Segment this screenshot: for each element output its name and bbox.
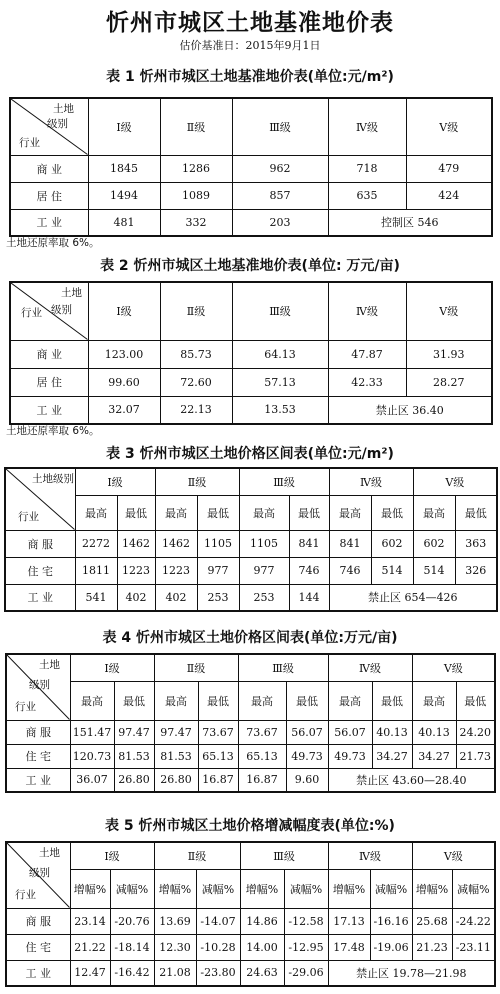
table-cell: 81.53 xyxy=(114,744,154,768)
row-label: 商 服 xyxy=(6,720,70,744)
corner-industry-label: 行业 xyxy=(18,511,39,523)
table-cell: 28.27 xyxy=(406,368,492,396)
table-cell: 47.87 xyxy=(328,340,406,368)
sub-header: 增幅% xyxy=(70,869,110,908)
table-cell: 402 xyxy=(155,584,197,611)
table-cell: -20.76 xyxy=(110,908,154,934)
table-cell: 81.53 xyxy=(154,744,198,768)
corner-cell xyxy=(5,468,75,530)
table-header-row xyxy=(10,98,492,155)
merged-cell: 禁止区 43.60—28.40 xyxy=(328,768,495,792)
table-cell: -18.14 xyxy=(110,934,154,960)
level-header: Ⅱ级 xyxy=(154,842,240,869)
table-cell: 21.22 xyxy=(70,934,110,960)
table-cell: 123.00 xyxy=(88,340,160,368)
table-cell: 34.27 xyxy=(372,744,412,768)
level-header: Ⅲ级 xyxy=(232,98,328,155)
table-cell: -19.06 xyxy=(370,934,412,960)
table-cell: 16.87 xyxy=(198,768,238,792)
corner-industry-label: 行业 xyxy=(15,701,36,713)
table-cell: -16.16 xyxy=(370,908,412,934)
table-header-row xyxy=(6,654,495,681)
merged-cell: 禁止区 36.40 xyxy=(328,396,492,424)
sub-header: 最低 xyxy=(372,681,412,720)
table-cell: 21.73 xyxy=(456,744,495,768)
table-cell: 1223 xyxy=(155,557,197,584)
table-cell: 332 xyxy=(160,209,232,236)
table-cell: 85.73 xyxy=(160,340,232,368)
table-cell: 1811 xyxy=(75,557,117,584)
table2-note: 土地还原率取 6%。 xyxy=(6,425,100,437)
sub-header: 减幅% xyxy=(284,869,328,908)
table2 xyxy=(9,281,493,425)
level-header: Ⅲ级 xyxy=(239,468,329,495)
level-header: Ⅱ级 xyxy=(160,98,232,155)
table-cell: 49.73 xyxy=(328,744,372,768)
table-cell: 1223 xyxy=(117,557,155,584)
table-cell: 73.67 xyxy=(198,720,238,744)
corner-cell xyxy=(6,842,70,908)
table-cell: -12.58 xyxy=(284,908,328,934)
table-cell: -12.95 xyxy=(284,934,328,960)
level-header: Ⅴ级 xyxy=(406,282,492,340)
table-cell: 120.73 xyxy=(70,744,114,768)
sub-header: 最高 xyxy=(328,681,372,720)
table-cell: 841 xyxy=(289,530,329,557)
table1 xyxy=(9,97,493,237)
level-header: Ⅳ级 xyxy=(328,842,412,869)
row-label: 住 宅 xyxy=(6,744,70,768)
table-cell: 144 xyxy=(289,584,329,611)
table-row xyxy=(10,182,492,209)
sub-header: 减幅% xyxy=(110,869,154,908)
table-cell: 42.33 xyxy=(328,368,406,396)
table-cell: 23.14 xyxy=(70,908,110,934)
row-label: 住 宅 xyxy=(5,557,75,584)
table-cell: 962 xyxy=(232,155,328,182)
corner-industry-label: 行业 xyxy=(21,307,42,319)
table-cell: 16.87 xyxy=(238,768,286,792)
table-cell: 977 xyxy=(197,557,239,584)
table-cell: 424 xyxy=(406,182,492,209)
row-label: 商 业 xyxy=(10,340,88,368)
table-cell: 21.23 xyxy=(412,934,452,960)
row-label: 居 住 xyxy=(10,182,88,209)
table1-title: 表 1 忻州市城区土地基准地价表(单位:元/m²) xyxy=(106,69,394,85)
level-header: Ⅱ级 xyxy=(154,654,238,681)
level-header: Ⅲ级 xyxy=(232,282,328,340)
table-row xyxy=(10,155,492,182)
table-cell: 57.13 xyxy=(232,368,328,396)
level-header: Ⅰ级 xyxy=(88,98,160,155)
sub-header: 减幅% xyxy=(196,869,240,908)
level-header: Ⅰ级 xyxy=(70,654,154,681)
sub-header: 减幅% xyxy=(452,869,495,908)
corner-industry-label: 行业 xyxy=(19,137,40,149)
table-header-row xyxy=(10,282,492,340)
table-cell: -16.42 xyxy=(110,960,154,986)
table-subheader-row xyxy=(6,681,495,720)
level-header: Ⅰ级 xyxy=(88,282,160,340)
sub-header: 最低 xyxy=(197,495,239,530)
row-label: 住 宅 xyxy=(6,934,70,960)
table-cell: 56.07 xyxy=(328,720,372,744)
level-header: Ⅴ级 xyxy=(412,842,495,869)
row-label: 工 业 xyxy=(10,396,88,424)
table-cell: 602 xyxy=(413,530,455,557)
table-subheader-row xyxy=(5,495,497,530)
sub-header: 最高 xyxy=(412,681,456,720)
table-cell: -29.06 xyxy=(284,960,328,986)
table-row xyxy=(10,340,492,368)
table-row xyxy=(6,720,495,744)
table5-title: 表 5 忻州市城区土地价格增减幅度表(单位:%) xyxy=(105,818,395,834)
sub-header: 最高 xyxy=(154,681,198,720)
sub-header: 最高 xyxy=(413,495,455,530)
corner-level-label: 级别 xyxy=(29,867,50,879)
sub-header: 增幅% xyxy=(154,869,196,908)
table-cell: 65.13 xyxy=(238,744,286,768)
table3-title: 表 3 忻州市城区土地价格区间表(单位:元/m²) xyxy=(106,446,394,462)
level-header: Ⅴ级 xyxy=(406,98,492,155)
sub-header: 最低 xyxy=(371,495,413,530)
table-cell: 72.60 xyxy=(160,368,232,396)
sub-header: 最低 xyxy=(289,495,329,530)
table-cell: 326 xyxy=(455,557,497,584)
sub-header: 增幅% xyxy=(412,869,452,908)
corner-land-label: 土地 xyxy=(53,103,74,115)
table-cell: 746 xyxy=(289,557,329,584)
table-cell: 203 xyxy=(232,209,328,236)
level-header: Ⅰ级 xyxy=(70,842,154,869)
level-header: Ⅱ级 xyxy=(160,282,232,340)
row-label: 商 业 xyxy=(10,155,88,182)
table-row xyxy=(6,768,495,792)
table-cell: 635 xyxy=(328,182,406,209)
sub-header: 最高 xyxy=(70,681,114,720)
table-cell: 24.63 xyxy=(240,960,284,986)
sub-header: 最高 xyxy=(155,495,197,530)
table-header-row xyxy=(6,842,495,869)
sub-header: 减幅% xyxy=(370,869,412,908)
table-cell: 26.80 xyxy=(114,768,154,792)
sub-header: 增幅% xyxy=(240,869,284,908)
level-header: Ⅴ级 xyxy=(413,468,497,495)
sub-header: 最高 xyxy=(329,495,371,530)
table-row xyxy=(5,584,497,611)
table-cell: 1494 xyxy=(88,182,160,209)
corner-cell xyxy=(6,654,70,720)
row-label: 工 业 xyxy=(5,584,75,611)
level-header: Ⅰ级 xyxy=(75,468,155,495)
corner-land-label: 土地 xyxy=(39,659,60,671)
level-header: Ⅳ级 xyxy=(328,282,406,340)
table-row xyxy=(6,744,495,768)
merged-cell: 禁止区 19.78—21.98 xyxy=(328,960,495,986)
corner-land-label: 土地级别 xyxy=(32,473,74,485)
table-row xyxy=(10,209,492,236)
table-cell: 73.67 xyxy=(238,720,286,744)
corner-land-label: 土地 xyxy=(39,847,60,859)
sub-header: 增幅% xyxy=(328,869,370,908)
table-cell: 1089 xyxy=(160,182,232,209)
level-header: Ⅳ级 xyxy=(328,654,412,681)
table-cell: 541 xyxy=(75,584,117,611)
main-title: 忻州市城区土地基准地价表 xyxy=(106,9,394,36)
table-row xyxy=(6,908,495,934)
sub-header: 最低 xyxy=(198,681,238,720)
table-cell: 65.13 xyxy=(198,744,238,768)
level-header: Ⅲ级 xyxy=(240,842,328,869)
table-cell: 857 xyxy=(232,182,328,209)
corner-cell xyxy=(10,98,88,155)
table-cell: 363 xyxy=(455,530,497,557)
table-cell: 514 xyxy=(371,557,413,584)
table-row xyxy=(6,934,495,960)
table-header-row xyxy=(5,468,497,495)
table-cell: 36.07 xyxy=(70,768,114,792)
table3 xyxy=(4,467,498,612)
table-cell: 25.68 xyxy=(412,908,452,934)
table-cell: 9.60 xyxy=(286,768,328,792)
table-cell: 2272 xyxy=(75,530,117,557)
level-header: Ⅳ级 xyxy=(329,468,413,495)
corner-level-label: 级别 xyxy=(29,679,50,691)
merged-cell: 控制区 546 xyxy=(328,209,492,236)
valuation-date: 估价基准日：2015年9月1日 xyxy=(179,39,321,52)
table-cell: -24.22 xyxy=(452,908,495,934)
row-label: 商 服 xyxy=(6,908,70,934)
sub-header: 最低 xyxy=(117,495,155,530)
row-label: 工 业 xyxy=(6,960,70,986)
table-cell: 402 xyxy=(117,584,155,611)
table-cell: 26.80 xyxy=(154,768,198,792)
table-cell: 253 xyxy=(239,584,289,611)
table-cell: 40.13 xyxy=(412,720,456,744)
table-cell: 12.30 xyxy=(154,934,196,960)
table1-note: 土地还原率取 6%。 xyxy=(6,237,100,249)
table-cell: 14.86 xyxy=(240,908,284,934)
table-cell: 718 xyxy=(328,155,406,182)
table-row xyxy=(5,530,497,557)
table-cell: 514 xyxy=(413,557,455,584)
sub-header: 最低 xyxy=(114,681,154,720)
table-cell: 1105 xyxy=(239,530,289,557)
corner-land-label: 土地 xyxy=(61,287,82,299)
table-row xyxy=(10,368,492,396)
table-cell: 13.53 xyxy=(232,396,328,424)
level-header: Ⅲ级 xyxy=(238,654,328,681)
table-cell: 17.13 xyxy=(328,908,370,934)
table-cell: 13.69 xyxy=(154,908,196,934)
table-cell: 40.13 xyxy=(372,720,412,744)
sub-header: 最高 xyxy=(238,681,286,720)
table2-title: 表 2 忻州市城区土地基准地价表(单位: 万元/亩) xyxy=(100,258,400,274)
table-cell: 56.07 xyxy=(286,720,328,744)
table-row xyxy=(10,396,492,424)
table-cell: 24.20 xyxy=(456,720,495,744)
merged-cell: 禁止区 654—426 xyxy=(329,584,497,611)
table-cell: 1286 xyxy=(160,155,232,182)
table-row xyxy=(5,557,497,584)
table-cell: 32.07 xyxy=(88,396,160,424)
row-label: 工 业 xyxy=(10,209,88,236)
table-cell: 49.73 xyxy=(286,744,328,768)
sub-header: 最高 xyxy=(75,495,117,530)
table-cell: 22.13 xyxy=(160,396,232,424)
corner-level-label: 级别 xyxy=(47,118,68,130)
corner-level-label: 级别 xyxy=(51,304,72,316)
table-cell: 99.60 xyxy=(88,368,160,396)
table4-title: 表 4 忻州市城区土地价格区间表(单位:万元/亩) xyxy=(102,630,398,646)
table-cell: 479 xyxy=(406,155,492,182)
table-cell: 602 xyxy=(371,530,413,557)
table-cell: 14.00 xyxy=(240,934,284,960)
sub-header: 最低 xyxy=(456,681,495,720)
table4 xyxy=(5,653,496,793)
table-cell: 253 xyxy=(197,584,239,611)
table-cell: 17.48 xyxy=(328,934,370,960)
sub-header: 最低 xyxy=(455,495,497,530)
table-cell: 151.47 xyxy=(70,720,114,744)
table-cell: 34.27 xyxy=(412,744,456,768)
table-subheader-row xyxy=(6,869,495,908)
table-cell: 97.47 xyxy=(114,720,154,744)
table-cell: -23.80 xyxy=(196,960,240,986)
table-cell: 64.13 xyxy=(232,340,328,368)
table-cell: -14.07 xyxy=(196,908,240,934)
corner-cell xyxy=(10,282,88,340)
level-header: Ⅳ级 xyxy=(328,98,406,155)
table5 xyxy=(5,841,496,987)
table-cell: 31.93 xyxy=(406,340,492,368)
table-cell: 977 xyxy=(239,557,289,584)
table-cell: 481 xyxy=(88,209,160,236)
table-cell: 1845 xyxy=(88,155,160,182)
row-label: 工 业 xyxy=(6,768,70,792)
level-header: Ⅴ级 xyxy=(412,654,495,681)
sub-header: 最高 xyxy=(239,495,289,530)
table-cell: 21.08 xyxy=(154,960,196,986)
table-cell: 1105 xyxy=(197,530,239,557)
level-header: Ⅱ级 xyxy=(155,468,239,495)
row-label: 居 住 xyxy=(10,368,88,396)
table-row xyxy=(6,960,495,986)
row-label: 商 服 xyxy=(5,530,75,557)
table-cell: 1462 xyxy=(155,530,197,557)
table-cell: 746 xyxy=(329,557,371,584)
table-cell: -23.11 xyxy=(452,934,495,960)
table-cell: 1462 xyxy=(117,530,155,557)
corner-industry-label: 行业 xyxy=(15,889,36,901)
table-cell: -10.28 xyxy=(196,934,240,960)
table-cell: 97.47 xyxy=(154,720,198,744)
table-cell: 12.47 xyxy=(70,960,110,986)
table-cell: 841 xyxy=(329,530,371,557)
sub-header: 最低 xyxy=(286,681,328,720)
